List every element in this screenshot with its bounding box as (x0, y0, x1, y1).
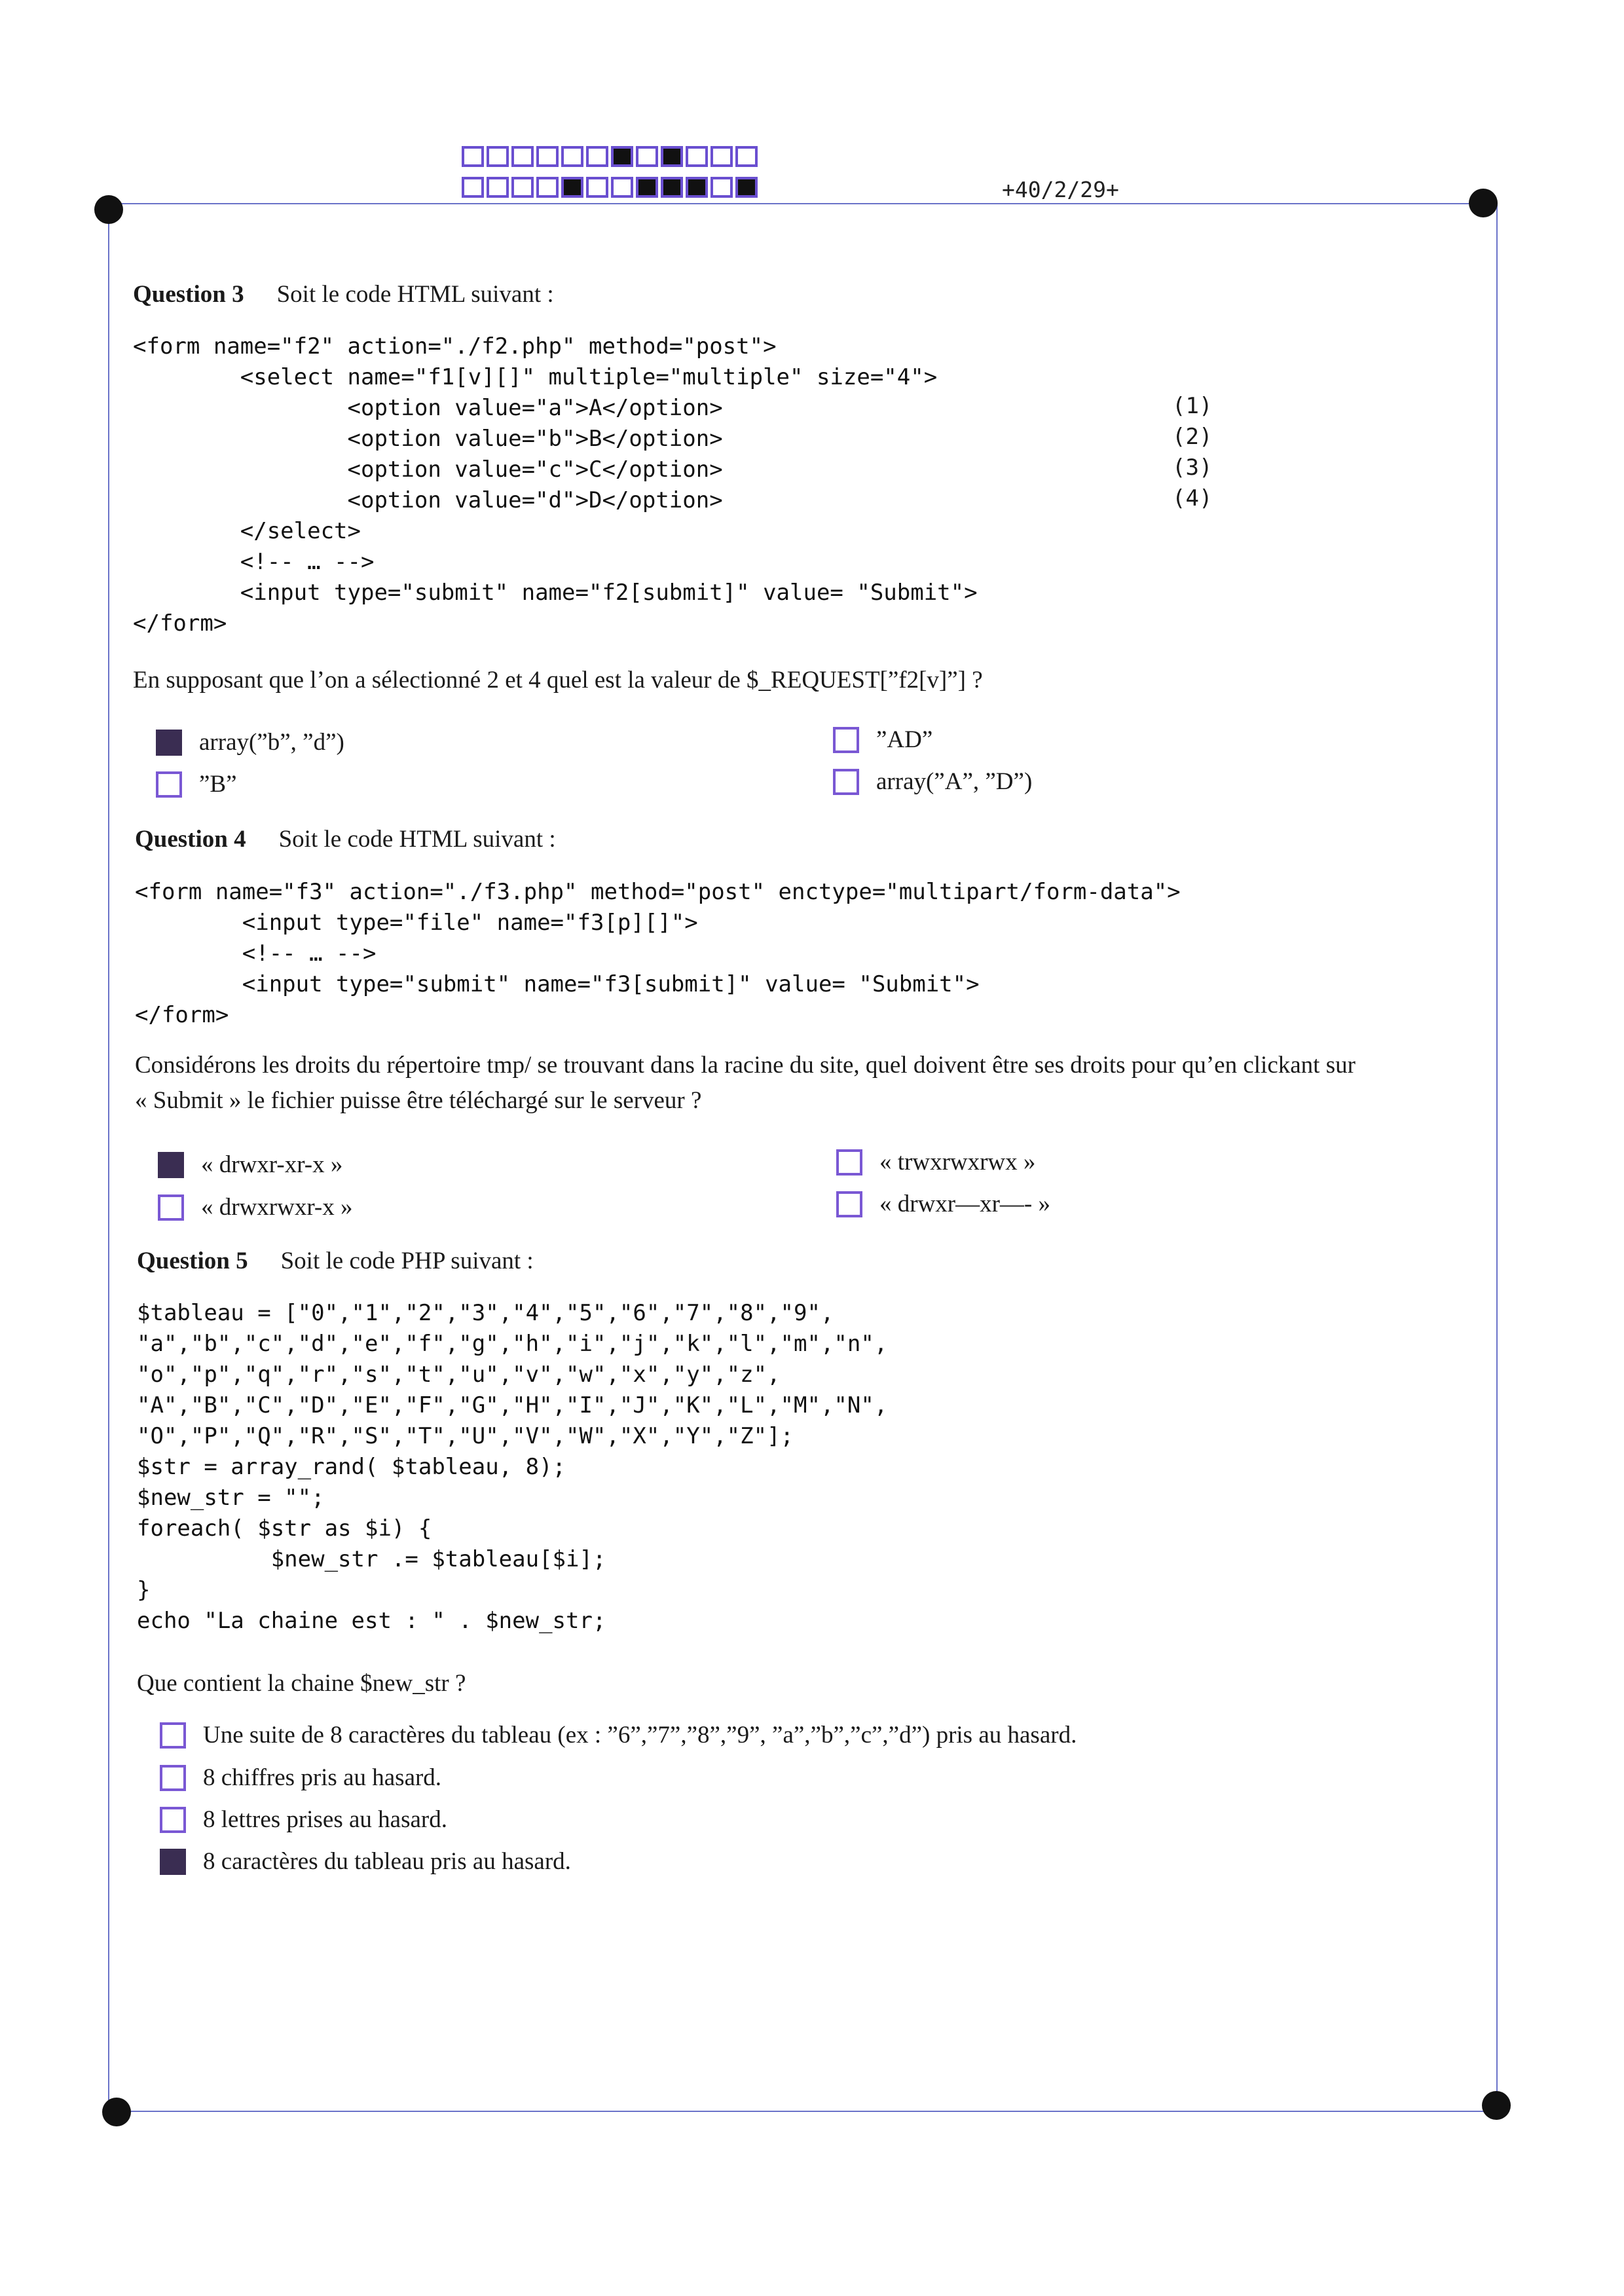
question-number: Question 5 (137, 1248, 248, 1274)
question-intro: Soit le code HTML suivant : (278, 826, 556, 853)
q5-choice-4[interactable] (160, 1847, 571, 1876)
question-3-line-numbers: (1) (2) (3) (4) (1172, 393, 1213, 511)
checkbox[interactable] (160, 1849, 186, 1875)
barcode-cell (462, 177, 484, 198)
checkbox[interactable] (156, 730, 182, 756)
choice-label: array(”b”, ”d”) (199, 729, 344, 756)
choice-label: « drwxr-xr-x » (201, 1151, 343, 1178)
q3-choice-4[interactable] (833, 768, 1032, 796)
choice-label: Une suite de 8 caractères du tableau (ex : ”6”,”7”,”8”,”9”, ”a”,”b”,”c”,”d”) pris au hasard. (203, 1722, 1077, 1749)
barcode-cell (636, 177, 658, 198)
choice-label: « trwxrwxrwx » (879, 1149, 1036, 1176)
question-intro: Soit le code PHP suivant : (280, 1248, 534, 1274)
barcode-cell (586, 177, 608, 198)
question-5-title (137, 1247, 534, 1275)
barcode-cell (661, 177, 683, 198)
choice-label: 8 lettres prises au hasard. (203, 1806, 447, 1833)
choice-label: « drwxrwxr-x » (201, 1194, 353, 1221)
question-number: Question 3 (133, 281, 244, 308)
barcode-cell (636, 146, 658, 167)
q4-choice-3[interactable] (836, 1148, 1035, 1176)
barcode-cell (561, 146, 583, 167)
question-5-text: Que contient la chaine $new_str ? (137, 1670, 466, 1697)
q3-choice-3[interactable] (833, 726, 932, 754)
q4-choice-1[interactable] (158, 1151, 342, 1179)
checkbox[interactable] (160, 1765, 186, 1791)
question-number: Question 4 (135, 826, 246, 853)
barcode-cell (536, 177, 559, 198)
barcode-cell (735, 177, 758, 198)
checkbox[interactable] (833, 769, 859, 795)
barcode-top (462, 146, 760, 167)
question-4-text-line-1: Considérons les droits du répertoire tmp/ se trouvant dans la racine du site, quel doivent être ses droits pour qu’en clickant sur (135, 1052, 1356, 1079)
barcode-cell (710, 177, 733, 198)
choice-label: « drwxr—xr—- » (879, 1191, 1051, 1217)
barcode-cell (487, 146, 509, 167)
question-intro: Soit le code HTML suivant : (276, 281, 554, 308)
checkbox[interactable] (836, 1191, 862, 1217)
barcode-cell (511, 177, 534, 198)
barcode-cell (561, 177, 583, 198)
barcode-cell (710, 146, 733, 167)
checkbox[interactable] (158, 1152, 184, 1178)
q4-choice-4[interactable] (836, 1190, 1050, 1218)
barcode-cell (611, 146, 633, 167)
q3-choice-1[interactable] (156, 728, 344, 756)
choice-label: ”AD” (876, 726, 933, 753)
barcode-cell (586, 146, 608, 167)
barcode-cell (611, 177, 633, 198)
corner-mark-bottom-left (102, 2098, 131, 2126)
q5-choice-2[interactable] (160, 1764, 441, 1792)
q5-choice-1[interactable] (160, 1721, 1077, 1749)
corner-mark-top-right (1469, 189, 1498, 217)
q3-choice-2[interactable] (156, 770, 237, 798)
barcode-cell (661, 146, 683, 167)
page-id: +40/2/29+ (1002, 177, 1119, 202)
checkbox[interactable] (836, 1149, 862, 1176)
checkbox[interactable] (160, 1807, 186, 1833)
question-3-title (133, 280, 554, 308)
choice-label: array(”A”, ”D”) (876, 768, 1033, 795)
choice-label: 8 chiffres pris au hasard. (203, 1764, 442, 1791)
checkbox[interactable] (160, 1722, 186, 1749)
q5-choice-3[interactable] (160, 1805, 447, 1834)
question-5-code: $tableau = ["0","1","2","3","4","5","6","7","8","9", "a","b","c","d","e","f","g","h","i","j","k","l","m","n", "o","p","q","r","s","t","u","v","w","x","y","z", "A","B","C","D","E","F","G","H","I","J","K","L","M","N", "O","P","Q","R","S","T","U","V","W","X","Y","Z"]; $str = array_rand( $tableau, 8); $new_str = ""; foreach( $str as $i) { $new_str .= $tableau[$i]; } echo "La chaine est : " . $new_str; (137, 1300, 888, 1634)
corner-mark-bottom-right (1482, 2091, 1511, 2120)
barcode-cell (487, 177, 509, 198)
checkbox[interactable] (156, 771, 182, 798)
question-4-title (135, 825, 556, 853)
corner-mark-top-left (94, 195, 123, 224)
question-4-code: <form name="f3" action="./f3.php" method="post" enctype="multipart/form-data"> <input type="file" name="f3[p][]"> <!-- … --> <input type="submit" name="f3[submit]" value= "Submit"> </form> (135, 879, 1181, 1028)
barcode-cell (686, 177, 708, 198)
q4-choice-2[interactable] (158, 1193, 353, 1221)
choice-label: 8 caractères du tableau pris au hasard. (203, 1848, 571, 1875)
choice-label: ”B” (199, 771, 237, 798)
barcode-cell (735, 146, 758, 167)
question-3-text: En supposant que l’on a sélectionné 2 et 4 quel est la valeur de $_REQUEST[”f2[v]”] ? (133, 667, 983, 694)
barcode-cell (462, 146, 484, 167)
barcode-cell (686, 146, 708, 167)
question-4-text-line-2: « Submit » le fichier puisse être téléchargé sur le serveur ? (135, 1087, 702, 1114)
checkbox[interactable] (833, 727, 859, 753)
checkbox[interactable] (158, 1194, 184, 1221)
barcode-cell (536, 146, 559, 167)
barcode-cell (511, 146, 534, 167)
question-3-code: <form name="f2" action="./f2.php" method="post"> <select name="f1[v][]" multiple="multiple" size="4"> <option value="a">A</option> <option value="b">B</option> <option value="c">C</option> <option value="d">D</option> </select> <!-- … --> <input type="submit" name="f2[submit]" value= "Submit"> </form> (133, 333, 978, 637)
barcode-bottom (462, 177, 760, 198)
